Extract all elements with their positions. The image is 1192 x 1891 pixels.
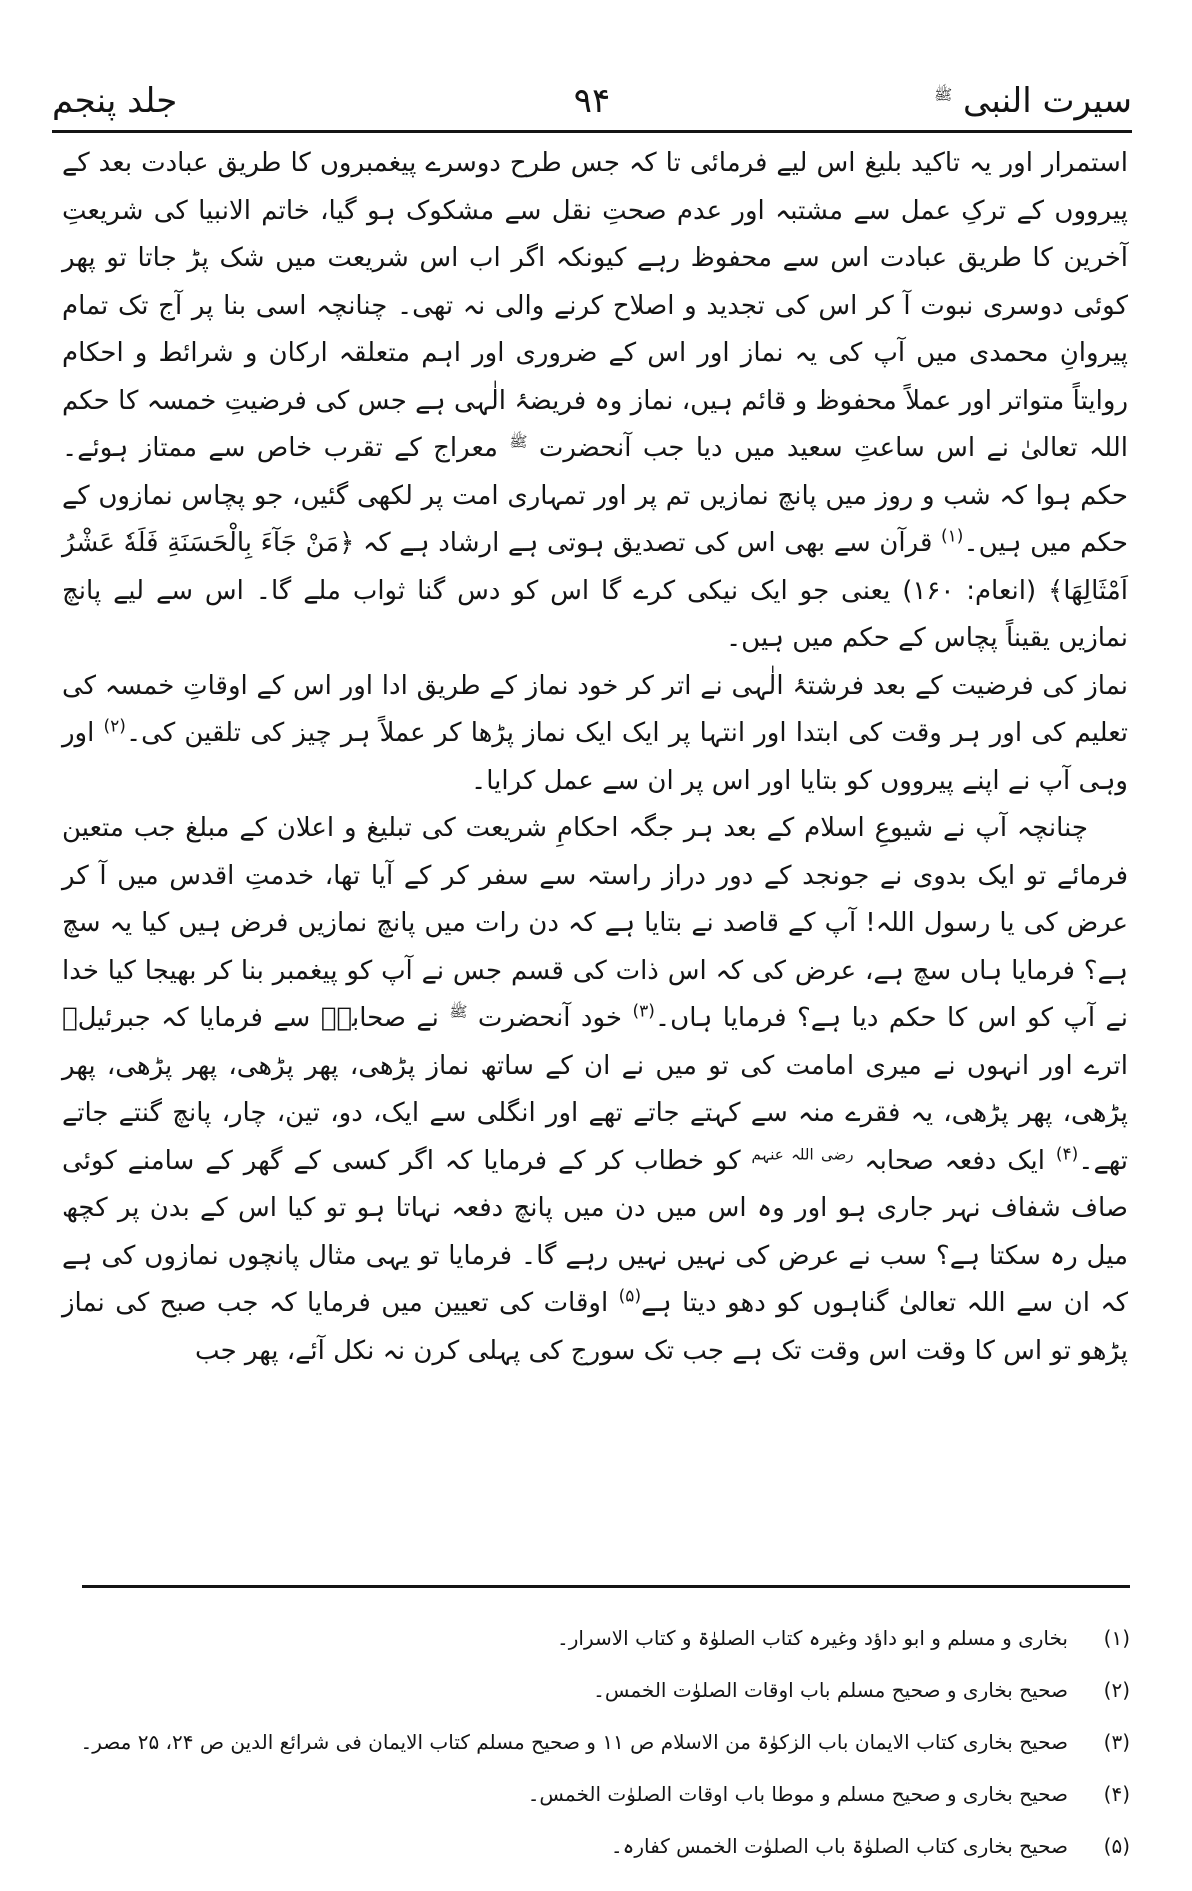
- running-header: [52, 72, 1132, 132]
- footnote-number: (۴): [1103, 1782, 1130, 1806]
- text-run: چنانچہ آپ نے شیوعِ اسلام کے بعد ہر جگہ احکامِ شریعت کی تبلیغ و اعلان کے مبلغ جب متعین فرمائے تو ایک بدوی نے جونجد کے دور دراز راستہ سے سفر کر کے آیا تھا، خدمتِ اقدس میں آ کر عرض کی یا رسول اللہ! آپ کے قاصد نے بتایا ہے کہ دن رات میں پانچ نمازیں فرض ہیں کیا یہ سچ ہے؟ فرمایا ہاں سچ ہے، عرض کی کہ اس ذات کی قسم جس نے آپ کو پیغمبر بنا کر بھیجا کیا خدا نے آپ کو اس کا حکم دیا ہے؟ فرمایا ہاں۔: [62, 813, 1128, 1033]
- footnote-reference: (۵): [618, 1286, 642, 1307]
- text-run: نے صحابہؓ سے فرمایا کہ جبرئیلؑ اترے اور انہوں نے میری امامت کی تو میں نے ان کے ساتھ نماز پڑھی، پھر پڑھی، پھر پڑھی، پھر پڑھی، پھر پڑھی، یہ فقرے منہ سے کہتے جاتے تھے اور انگلی سے ایک، دو، تین، چار، پانچ گنتے جاتے تھے۔: [62, 1003, 1128, 1176]
- footnote-number: (۲): [1103, 1678, 1130, 1702]
- text-run: کو خطاب کر کے فرمایا کہ اگر کسی کے گھر کے سامنے کوئی صاف شفاف نہر جاری ہو اور وہ اس میں دن میں پانچ دفعہ نہاتا ہو تو کیا اس کے بدن پر کچھ میل رہ سکتا ہے؟ سب نے عرض کی نہیں نہیں رہے گا۔ فرمایا تو یہی مثال پانچوں نمازوں کی ہے کہ ان سے اللہ تعالیٰ گناہوں کو دھو دیتا ہے: [62, 1145, 1128, 1318]
- body-paragraph: [62, 805, 1128, 1375]
- body-paragraph: [62, 663, 1128, 806]
- footnote-item: [82, 1664, 1130, 1716]
- book-title: [934, 78, 1132, 124]
- header-divider: [52, 130, 1132, 133]
- text-run: ایک دفعہ صحابہ: [853, 1145, 1056, 1176]
- footnotes: [82, 1612, 1130, 1872]
- text-run: اوقات کی تعیین میں فرمایا کہ جب صبح کی نماز پڑھو تو اس کا وقت اس وقت تک ہے جب تک سورج کی پہلی کرن نہ نکل آئے، پھر جب: [62, 1288, 1128, 1366]
- footnote-text: صحیح بخاری و صحیح مسلم باب اوقات الصلوٰت الخمس۔: [593, 1678, 1068, 1702]
- text-run: قرآن سے بھی اس کی تصدیق ہوتی ہے ارشاد ہے کہ ﴿مَنْ جَآءَ بِالْحَسَنَةِ فَلَهٗ عَشْرُ اَمْثَالِهَا﴾ (انعام: ۱۶۰) یعنی جو ایک نیکی کرے گا اس کو دس گنا ثواب ملے گا۔ اس سے لیے پانچ نمازیں یقیناً پچاس کے حکم میں ہیں۔: [62, 528, 1129, 653]
- text-run: استمرار اور یہ تاکید بلیغ اس لیے فرمائی تا کہ جس طرح دوسرے پیغمبروں کا طریق عبادت بعد کے پیرووں کے ترکِ عمل سے مشتبہ اور عدم صحتِ نقل سے مشکوک ہو گیا، خاتم الانبیا کی شریعتِ آخرین کا طریق عبادت اس سے محفوظ رہے کیونکہ اگر اب اس شریعت میں شک پڑ جاتا تو پھر کوئی دوسری نبوت آ کر اس کی تجدید و اصلاح کرنے والی نہ تھی۔ چنانچہ اسی بنا پر آج تک تمام پیروانِ محمدی میں آپ کی یہ نماز اور اس کے ضروری اور اہم متعلقہ ارکان و شرائط و احکام روایتاً متواتر اور عملاً محفوظ و قائم ہیں، نماز وہ فریضۂ الٰہی ہے جس کی فرضیتِ خمسہ کا حکم اللہ تعالیٰ نے اس ساعتِ سعید میں دیا جب آنحضرت: [62, 148, 1128, 463]
- footnote-reference: (۱): [940, 526, 964, 547]
- footnote-text: صحیح بخاری و صحیح مسلم و موطا باب اوقات الصلوٰت الخمس۔: [527, 1782, 1068, 1806]
- footnote-text: صحیح بخاری کتاب الصلوٰۃ باب الصلوٰت الخمس کفارہ۔: [610, 1834, 1068, 1858]
- footnote-text: بخاری و مسلم و ابو داؤد وغیرہ کتاب الصلوٰۃ و کتاب الاسرار۔: [557, 1626, 1068, 1650]
- footnote-number: (۳): [1103, 1730, 1130, 1754]
- footnote-item: [82, 1716, 1130, 1768]
- text-run: خود آنحضرت: [467, 1003, 633, 1033]
- footnote-number: (۵): [1103, 1834, 1130, 1858]
- book-title-text: سیرت النبی: [963, 81, 1132, 121]
- text-run: نماز کی فرضیت کے بعد فرشتۂ الٰہی نے اتر کر خود نماز کے طریق ادا اور اس کے اوقاتِ خمسہ کی تعلیم کی اور ہر وقت کی ابتدا اور انتہا پر ایک ایک نماز پڑھا کر عملاً ہر چیز کی تلقین کی۔: [62, 670, 1128, 748]
- text-run: اور وہی آپ نے اپنے پیرووں کو بتایا اور اس پر ان سے عمل کرایا۔: [62, 718, 1128, 796]
- footnote-number: (۱): [1103, 1626, 1130, 1650]
- footnote-reference: (۴): [1055, 1143, 1079, 1164]
- footnote-item: [82, 1820, 1130, 1872]
- volume-label: جلد پنجم: [52, 81, 178, 121]
- footnote-item: [82, 1768, 1130, 1820]
- page-number: ۹۴: [573, 81, 611, 121]
- honorific-mark: ﷺ: [449, 1002, 468, 1021]
- honorific-mark: ﷺ: [934, 85, 953, 104]
- honorific-mark: ﷺ: [509, 432, 528, 451]
- footnote-reference: (۲): [103, 716, 126, 737]
- honorific-mark: رضی اللہ عنہم: [751, 1144, 854, 1163]
- body-text: [62, 140, 1128, 1375]
- body-paragraph: [62, 140, 1128, 663]
- footnote-reference: (۳): [632, 1001, 655, 1022]
- footnote-text: صحیح بخاری کتاب الایمان باب الزکوٰۃ من الاسلام ص ۱۱ و صحیح مسلم کتاب الایمان فی شرائع الدین ص ۲۴، ۲۵ مصر۔: [80, 1730, 1068, 1754]
- footnote-divider: [82, 1585, 1130, 1588]
- footnote-item: [82, 1612, 1130, 1664]
- text-run: معراج کے تقرب خاص سے ممتاز ہوئے۔ حکم ہوا کہ شب و روز میں پانچ نمازیں تم پر اور تمہاری امت پر لکھی گئیں، جو پچاس نمازوں کے حکم میں ہیں۔: [62, 433, 1128, 558]
